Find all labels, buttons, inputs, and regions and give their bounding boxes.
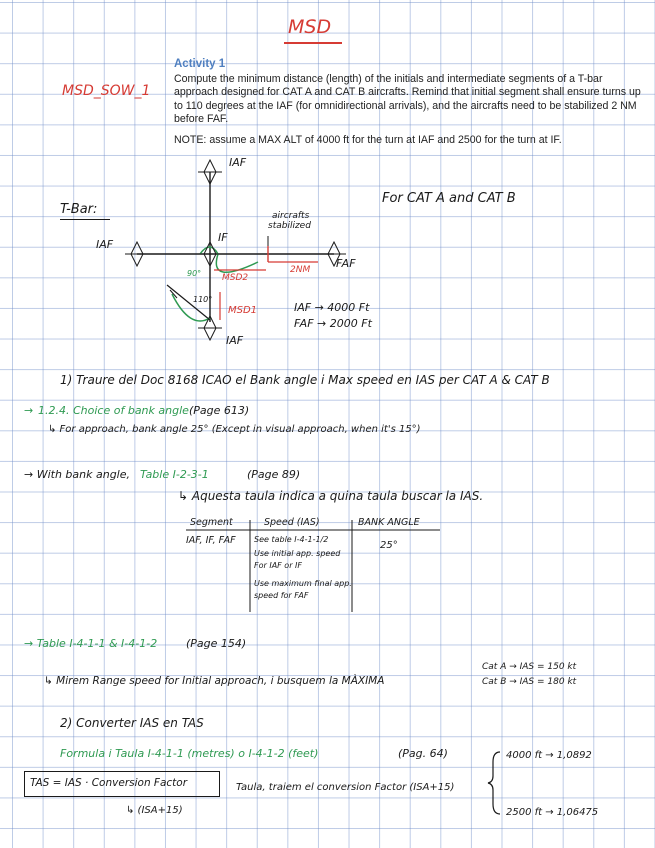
step2-text: 2) Converter IAS en TAS — [60, 716, 204, 730]
taula-note: Taula, traiem el conversion Factor (ISA+15) — [236, 782, 455, 793]
factor-4000: 4000 ft → 1,0892 — [506, 750, 592, 761]
factor-brace — [488, 752, 500, 814]
page-title: MSD — [288, 16, 332, 38]
aquesta-note: ↳ Aquesta taula indica a quina taula buscar la IAS. — [178, 489, 484, 503]
col-bank: BANK ANGLE — [358, 517, 420, 528]
faf-fix-icon — [322, 242, 346, 266]
row-speed-5: speed for FAF — [254, 591, 309, 600]
row-bank: 25° — [380, 540, 398, 551]
bank-note: ↳ For approach, bank angle 25° (Except in visual approach, when it's 15°) — [48, 424, 421, 435]
alt-faf: FAF → 2000 Ft — [294, 317, 372, 330]
exercise-code: MSD_SOW_1 — [62, 83, 151, 99]
table-i231: Table I-2-3-1 — [140, 468, 209, 481]
formula-page: (Pag. 64) — [398, 747, 448, 760]
two-nm-label: 2NM — [290, 265, 311, 275]
formula-text: Formula i Taula I-4-1-1 (metres) o I-4-1-2 (feet) — [60, 747, 319, 760]
factor-2500: 2500 ft → 1,06475 — [506, 807, 599, 818]
isa-note: ↳ (ISA+15) — [126, 805, 183, 816]
green-turn-iaf — [172, 294, 213, 321]
col-segment: Segment — [190, 517, 233, 528]
activity-note: NOTE: assume a MAX ALT of 4000 ft for the turn at IAF and 2500 for the turn at IF. — [174, 133, 562, 146]
row-speed-2: Use initial app. speed — [254, 549, 341, 558]
msd1-label: MSD1 — [228, 305, 258, 316]
ref-arrow: → — [24, 404, 34, 417]
iaf-left-label: IAF — [96, 238, 114, 251]
tas-formula: TAS = IAS · Conversion Factor — [30, 777, 188, 789]
table-i411: → Table I-4-1-1 & I-4-1-2 — [24, 637, 158, 650]
msd2-label: MSD2 — [222, 273, 249, 283]
arrival-track — [167, 285, 213, 320]
tbar-label: T-Bar: — [60, 202, 98, 217]
row-speed-3: For IAF or IF — [254, 561, 302, 570]
table-i411-page: (Page 154) — [186, 637, 247, 650]
stabilized-label-2: stabilized — [268, 221, 311, 231]
step1-text: 1) Traure del Doc 8168 ICAO el Bank angle i Max speed en IAS per CAT A & CAT B — [60, 373, 550, 387]
row-speed-1: See table I-4-1-1/2 — [254, 535, 329, 544]
col-speed: Speed (IAS) — [264, 517, 320, 528]
ref-124: 1.2.4. Choice of bank angle — [38, 404, 189, 417]
green-turn-if — [200, 247, 258, 272]
faf-label: FAF — [336, 257, 356, 270]
cat-label: For CAT A and CAT B — [382, 191, 516, 206]
angle-bottom-label: 110° — [193, 295, 213, 304]
iaf-bottom-label: IAF — [226, 334, 244, 347]
if-label: IF — [218, 231, 228, 244]
with-bank: → With bank angle, — [24, 468, 131, 481]
range-note: ↳ Mirem Range speed for Initial approach, i busquem la MÀXIMA — [44, 675, 385, 687]
table-i231-page: (Page 89) — [247, 468, 301, 481]
row-segment: IAF, IF, FAF — [186, 535, 236, 546]
cat-b-speed: Cat B → IAS = 180 kt — [482, 677, 577, 687]
activity-body: Compute the minimum distance (length) of the initials and intermediate segments of a T-bar approach designed for CAT A and CAT B aircrafts. Remind that initial segment shall ensure turns up to 110 degrees at the IAF (for omnidirectional arrivals), and the aircrafts need to be stabilized 2 NM before FAF. — [174, 72, 641, 126]
activity-heading: Activity 1 — [174, 58, 226, 70]
alt-iaf: IAF → 4000 Ft — [294, 301, 370, 314]
ref-124-page: (Page 613) — [189, 404, 250, 417]
stabilized-label-1: aircrafts — [272, 211, 310, 221]
cat-a-speed: Cat A → IAS = 150 kt — [482, 662, 577, 672]
row-speed-4: Use maximum final app. — [254, 579, 352, 588]
iaf-top-label: IAF — [229, 156, 247, 169]
iaf-left-fix-icon — [125, 242, 149, 266]
angle-left-label: 90° — [187, 269, 202, 278]
